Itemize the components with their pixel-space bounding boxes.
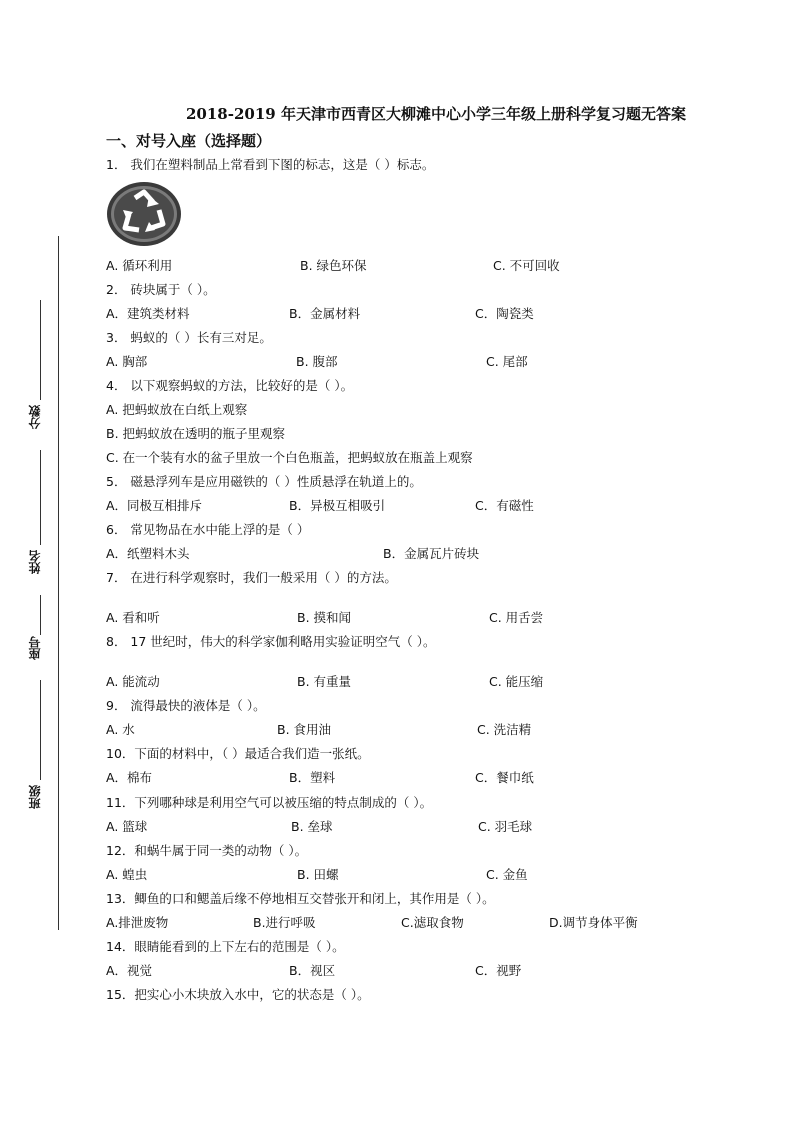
document-title: 2018-2019 年天津市西青区大柳滩中心小学三年级上册科学复习题无答案 xyxy=(186,105,686,123)
question-8: 8． 17 世纪时，伟大的科学家伽利略用实验证明空气（ ）。 xyxy=(106,634,436,649)
class-underline xyxy=(40,680,41,780)
option-1c: C. 不可回收 xyxy=(493,258,560,273)
option-10c: C．餐巾纸 xyxy=(475,770,534,785)
option-12c: C. 金鱼 xyxy=(486,867,528,882)
question-11: 11．下列哪种球是利用空气可以被压缩的特点制成的（ ）。 xyxy=(106,795,433,810)
question-14: 14．眼睛能看到的上下左右的范围是（ ）。 xyxy=(106,939,345,954)
question-10: 10．下面的材料中，（ ）最适合我们造一张纸。 xyxy=(106,746,370,761)
option-13d: D.调节身体平衡 xyxy=(549,915,638,930)
option-7b: B. 摸和闻 xyxy=(297,610,352,625)
option-2c: C．陶瓷类 xyxy=(475,306,534,321)
option-2b: B．金属材料 xyxy=(289,306,361,321)
score-label: 分数 xyxy=(28,405,42,429)
question-3: 3． 蚂蚁的（ ）长有三对足。 xyxy=(106,330,272,345)
option-10a: A．棉布 xyxy=(106,770,153,785)
option-11c: C. 羽毛球 xyxy=(478,819,533,834)
option-7c: C. 用舌尝 xyxy=(489,610,544,625)
option-11a: A. 篮球 xyxy=(106,819,148,834)
option-8a: A. 能流动 xyxy=(106,674,160,689)
option-6a: A．纸塑料木头 xyxy=(106,546,190,561)
option-4b: B. 把蚂蚁放在透明的瓶子里观察 xyxy=(106,426,286,441)
option-1a: A. 循环利用 xyxy=(106,258,173,273)
option-13c: C.滤取食物 xyxy=(401,915,464,930)
option-2a: A．建筑类材料 xyxy=(106,306,190,321)
recycle-icon xyxy=(105,180,183,248)
option-13a: A.排泄废物 xyxy=(106,915,169,930)
option-13b: B.进行呼吸 xyxy=(253,915,316,930)
option-7a: A. 看和听 xyxy=(106,610,160,625)
class-label: 班级 xyxy=(28,785,42,809)
question-1: 1． 我们在塑料制品上常看到下图的标志，这是（ ）标志。 xyxy=(106,157,435,172)
option-9a: A. 水 xyxy=(106,722,135,737)
option-3c: C. 尾部 xyxy=(486,354,528,369)
option-5a: A．同极互相排斥 xyxy=(106,498,203,513)
name-label: 姓名 xyxy=(28,550,42,574)
option-4a: A. 把蚂蚁放在白纸上观察 xyxy=(106,402,248,417)
question-12: 12．和蜗牛属于同一类的动物（ ）。 xyxy=(106,843,308,858)
option-14c: C．视野 xyxy=(475,963,522,978)
option-14a: A．视觉 xyxy=(106,963,153,978)
question-5: 5． 磁悬浮列车是应用磁铁的（ ）性质悬浮在轨道上的。 xyxy=(106,474,422,489)
option-3b: B. 腹部 xyxy=(296,354,338,369)
seat-label: 座号 xyxy=(28,636,42,660)
question-15: 15．把实心小木块放入水中，它的状态是（ ）。 xyxy=(106,987,370,1002)
question-9: 9． 流得最快的液体是（ ）。 xyxy=(106,698,266,713)
option-4c: C. 在一个装有水的盆子里放一个白色瓶盖，把蚂蚁放在瓶盖上观察 xyxy=(106,450,473,465)
section-heading: 一、对号入座（选择题） xyxy=(106,132,272,150)
option-12b: B. 田螺 xyxy=(297,867,339,882)
option-11b: B. 垒球 xyxy=(291,819,333,834)
score-underline xyxy=(40,300,41,400)
option-8c: C. 能压缩 xyxy=(489,674,544,689)
option-12a: A. 蝗虫 xyxy=(106,867,148,882)
seat-underline xyxy=(40,595,41,635)
binding-rule xyxy=(58,236,59,930)
question-6: 6． 常见物品在水中能上浮的是（ ） xyxy=(106,522,310,537)
question-13: 13．鲫鱼的口和鳃盖后缘不停地相互交替张开和闭上，其作用是（ ）。 xyxy=(106,891,495,906)
name-underline xyxy=(40,450,41,545)
option-5c: C．有磁性 xyxy=(475,498,534,513)
question-2: 2． 砖块属于（ ）。 xyxy=(106,282,216,297)
question-7: 7． 在进行科学观察时，我们一般采用（ ）的方法。 xyxy=(106,570,397,585)
option-14b: B．视区 xyxy=(289,963,336,978)
option-1b: B. 绿色环保 xyxy=(300,258,367,273)
option-9c: C. 洗洁精 xyxy=(477,722,532,737)
option-8b: B. 有重量 xyxy=(297,674,352,689)
option-5b: B．异极互相吸引 xyxy=(289,498,386,513)
option-9b: B. 食用油 xyxy=(277,722,332,737)
option-10b: B．塑料 xyxy=(289,770,336,785)
question-4: 4． 以下观察蚂蚁的方法，比较好的是（ ）。 xyxy=(106,378,354,393)
option-3a: A. 胸部 xyxy=(106,354,148,369)
option-6b: B．金属瓦片砖块 xyxy=(383,546,480,561)
